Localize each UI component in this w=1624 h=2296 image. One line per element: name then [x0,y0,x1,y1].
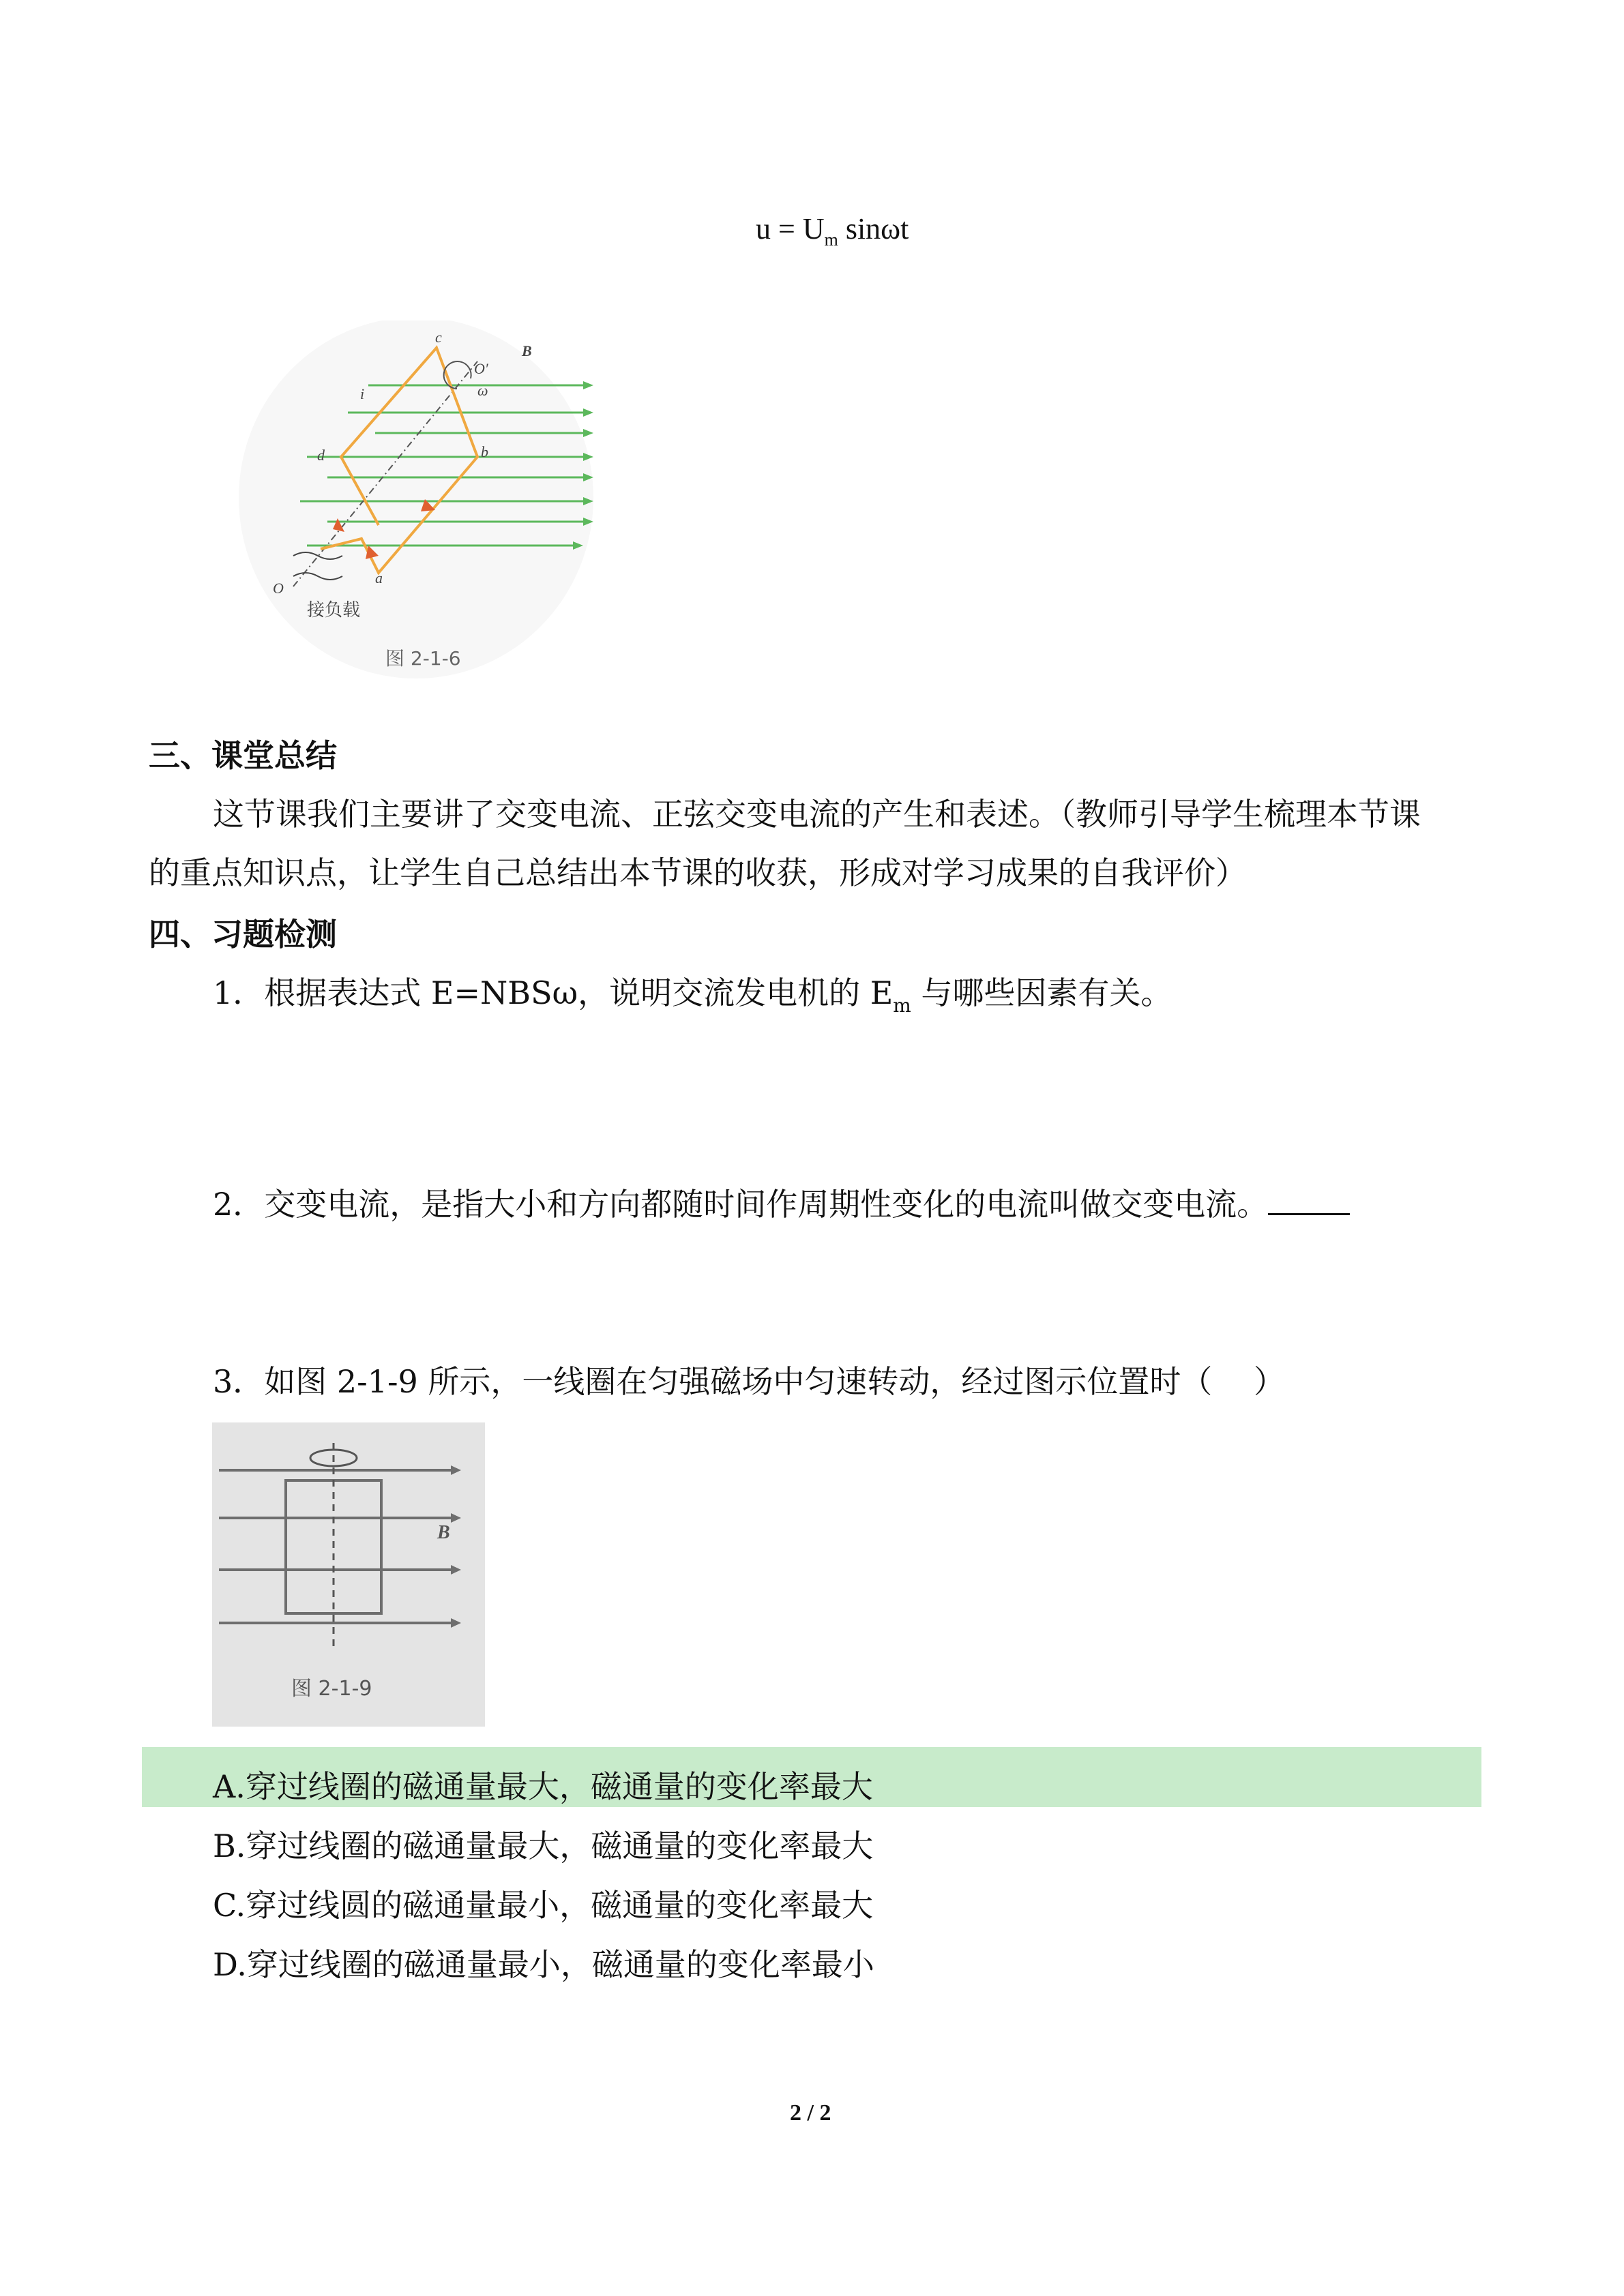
figure-caption: 图 2-1-6 [385,647,461,670]
option-a[interactable]: A.穿过线圈的磁通量最大，磁通量的变化率最大 [213,1768,873,1805]
formula-subscript: m [824,230,838,250]
option-c[interactable]: C.穿过线圆的磁通量最小，磁通量的变化率最大 [213,1887,874,1924]
coil-generator-figure [232,320,641,689]
figure-caption: 图 2-1-9 [291,1677,372,1701]
label-O-prime: O′ [474,360,488,377]
question-1-subscript: m [893,994,911,1017]
question-2-text: 2．交变电流，是指大小和方向都随时间作周期性变化的电流叫做交变电流。 [213,1186,1269,1223]
section-heading-summary: 三、课堂总结 [149,737,337,774]
question-2 [213,1184,1350,1225]
question-1 [213,972,1172,1018]
label-O: O [273,580,284,597]
summary-line-2: 的重点知识点，让学生自己总结出本节课的收获，形成对学习成果的自我评价） [149,854,1247,891]
page-number: 2 / 2 [790,2100,831,2126]
option-d[interactable]: D.穿过线圈的磁通量最小，磁通量的变化率最小 [213,1946,874,1983]
formula [756,211,909,250]
section-heading-exercises: 四、习题检测 [149,916,337,953]
question-1-text: 1．根据表达式 E=NBSω，说明交流发电机的 E [213,974,894,1011]
load-label: 接负载 [307,600,361,621]
formula-rhs: sinωt [838,212,909,245]
label-i: i [360,385,365,402]
option-b[interactable]: B.穿过线圈的磁通量最大，磁通量的变化率最大 [213,1828,874,1864]
question-1-text-end: 与哪些因素有关。 [911,974,1172,1011]
answer-blank[interactable] [1268,1186,1350,1215]
label-B: B [522,342,532,359]
summary-line-1: 这节课我们主要讲了交变电流、正弦交变电流的产生和表述。（教师引导学生梳理本节课 [213,796,1421,833]
figure-background [239,320,593,679]
question-3: 3．如图 2-1-9 所示，一线圈在匀强磁场中匀速转动，经过图示位置时（ ） [213,1363,1286,1400]
formula-lhs: u = U [756,212,825,245]
label-d: d [317,447,325,464]
label-b: b [481,443,488,460]
label-B: B [437,1522,450,1543]
label-omega: ω [477,382,488,399]
coil-rotation-figure [212,1422,485,1727]
label-c: c [435,329,442,346]
label-a: a [375,569,383,586]
